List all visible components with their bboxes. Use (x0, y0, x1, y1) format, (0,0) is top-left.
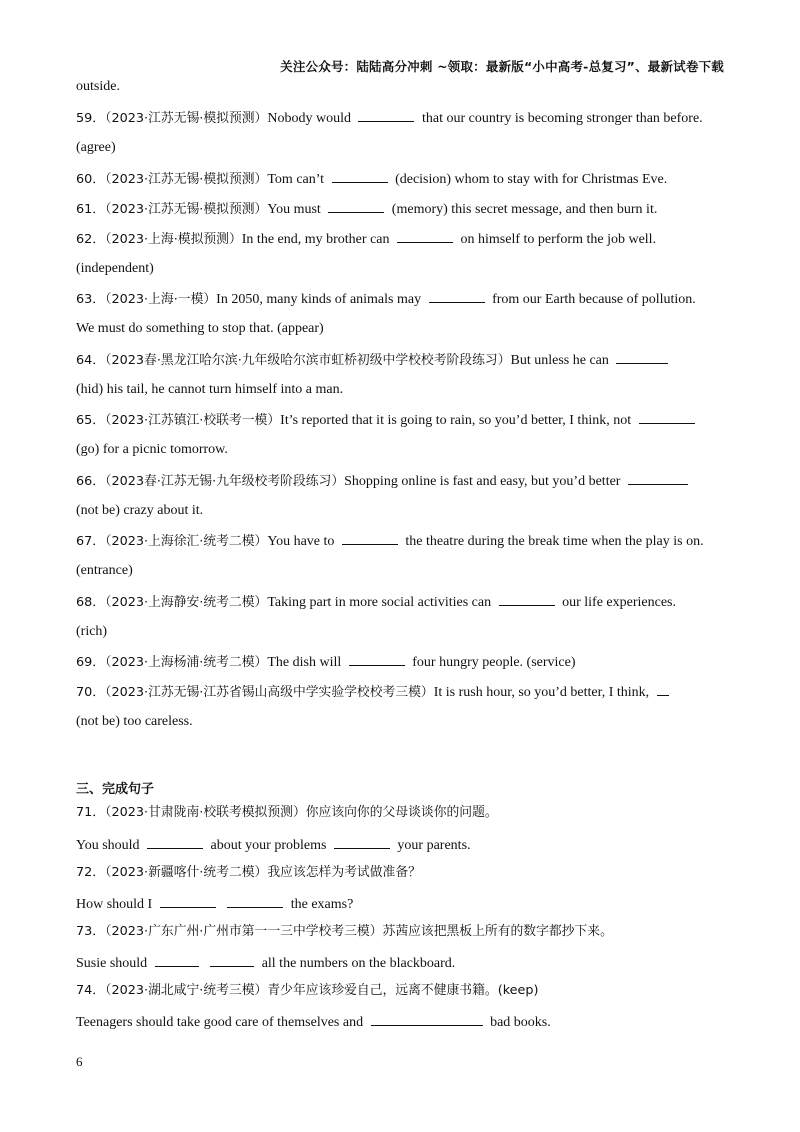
question-74-prompt: 74．（2023·湖北咸宁·统考三模）青少年应该珍爱自己，远离不健康书籍。(keep) (76, 983, 539, 998)
answer-blank[interactable] (332, 170, 388, 183)
answer-blank[interactable] (616, 351, 668, 364)
question-71-prompt: 71．（2023·甘肃陇南·校联考模拟预测）你应该向你的父母谈谈你的问题。 (76, 805, 498, 820)
section-title: 三、完成句子 (76, 782, 155, 797)
question-67: 67．（2023·上海徐汇·统考二模）You have to the theatre during the break time when the play is on. (76, 534, 704, 549)
question-62: 62．（2023·上海·模拟预测）In the end, my brother can on himself to perform the job well. (76, 232, 657, 247)
text-line: (rich) (76, 624, 108, 639)
text-line: (go) for a picnic tomorrow. (76, 442, 228, 457)
text-line: (agree) (76, 140, 116, 155)
answer-blank[interactable] (639, 411, 695, 424)
question-64: 64．（2023春·黑龙江哈尔滨·九年级哈尔滨市虹桥初级中学校校考阶段练习）But unless he can (76, 351, 672, 369)
question-70: 70．（2023·江苏无锡·江苏省锡山高级中学实验学校校考三模）It is rush hour, so you’d better, I think, (76, 683, 673, 701)
question-71: You should about your problems your parents. (76, 838, 471, 853)
text-line: We must do something to stop that. (appear) (76, 321, 324, 336)
answer-blank[interactable] (342, 532, 398, 545)
text-line: (not be) crazy about it. (76, 503, 204, 518)
question-68: 68．（2023·上海静安·统考二模）Taking part in more social activities can our life experiences. (76, 595, 676, 610)
text-line: (hid) his tail, he cannot turn himself into a man. (76, 382, 344, 397)
question-60: 60．（2023·江苏无锡·模拟预测）Tom can’t (decision) whom to stay with for Christmas Eve. (76, 172, 668, 187)
text-line: (independent) (76, 261, 154, 276)
answer-blank[interactable] (210, 954, 254, 967)
question-65: 65．（2023·江苏镇江·校联考一模）It’s reported that it is going to rain, so you’d better, I think, not (76, 411, 699, 429)
text-line: (not be) too careless. (76, 714, 193, 729)
answer-blank[interactable] (349, 653, 405, 666)
answer-blank[interactable] (334, 836, 390, 849)
question-63: 63．（2023·上海·一模）In 2050, many kinds of animals may from our Earth because of pollution. (76, 292, 696, 307)
question-69: 69．（2023·上海杨浦·统考二模）The dish will four hungry people. (service) (76, 655, 576, 670)
answer-blank[interactable] (227, 895, 283, 908)
text-line: outside. (76, 79, 120, 94)
answer-blank[interactable] (155, 954, 199, 967)
answer-blank[interactable] (160, 895, 216, 908)
question-61: 61．（2023·江苏无锡·模拟预测）You must (memory) this secret message, and then burn it. (76, 202, 658, 217)
question-72: How should I the exams? (76, 897, 354, 912)
question-73-prompt: 73．（2023·广东广州·广州市第一一三中学校考三模）苏茜应该把黑板上所有的数字都抄下来。 (76, 924, 613, 939)
answer-blank[interactable] (358, 109, 414, 122)
question-73: Susie should all the numbers on the blackboard. (76, 956, 456, 971)
question-74: Teenagers should take good care of themselves and bad books. (76, 1015, 551, 1030)
answer-blank[interactable] (657, 683, 669, 696)
question-72-prompt: 72．（2023·新疆喀什·统考二模）我应该怎样为考试做准备？ (76, 865, 421, 880)
answer-blank[interactable] (628, 472, 688, 485)
question-59: 59．（2023·江苏无锡·模拟预测）Nobody would that our country is becoming stronger than before. (76, 111, 703, 126)
page-number: 6 (76, 1054, 83, 1069)
answer-blank[interactable] (371, 1013, 483, 1026)
question-66: 66．（2023春·江苏无锡·九年级校考阶段练习）Shopping online is fast and easy, but you’d better (76, 472, 692, 490)
answer-blank[interactable] (328, 200, 384, 213)
answer-blank[interactable] (147, 836, 203, 849)
answer-blank[interactable] (397, 230, 453, 243)
answer-blank[interactable] (499, 593, 555, 606)
text-line: (entrance) (76, 563, 133, 578)
answer-blank[interactable] (429, 290, 485, 303)
page-header: 关注公众号：陆陆高分冲刺 ~领取：最新版“小中高考-总复习”、最新试卷下载 (280, 59, 724, 74)
